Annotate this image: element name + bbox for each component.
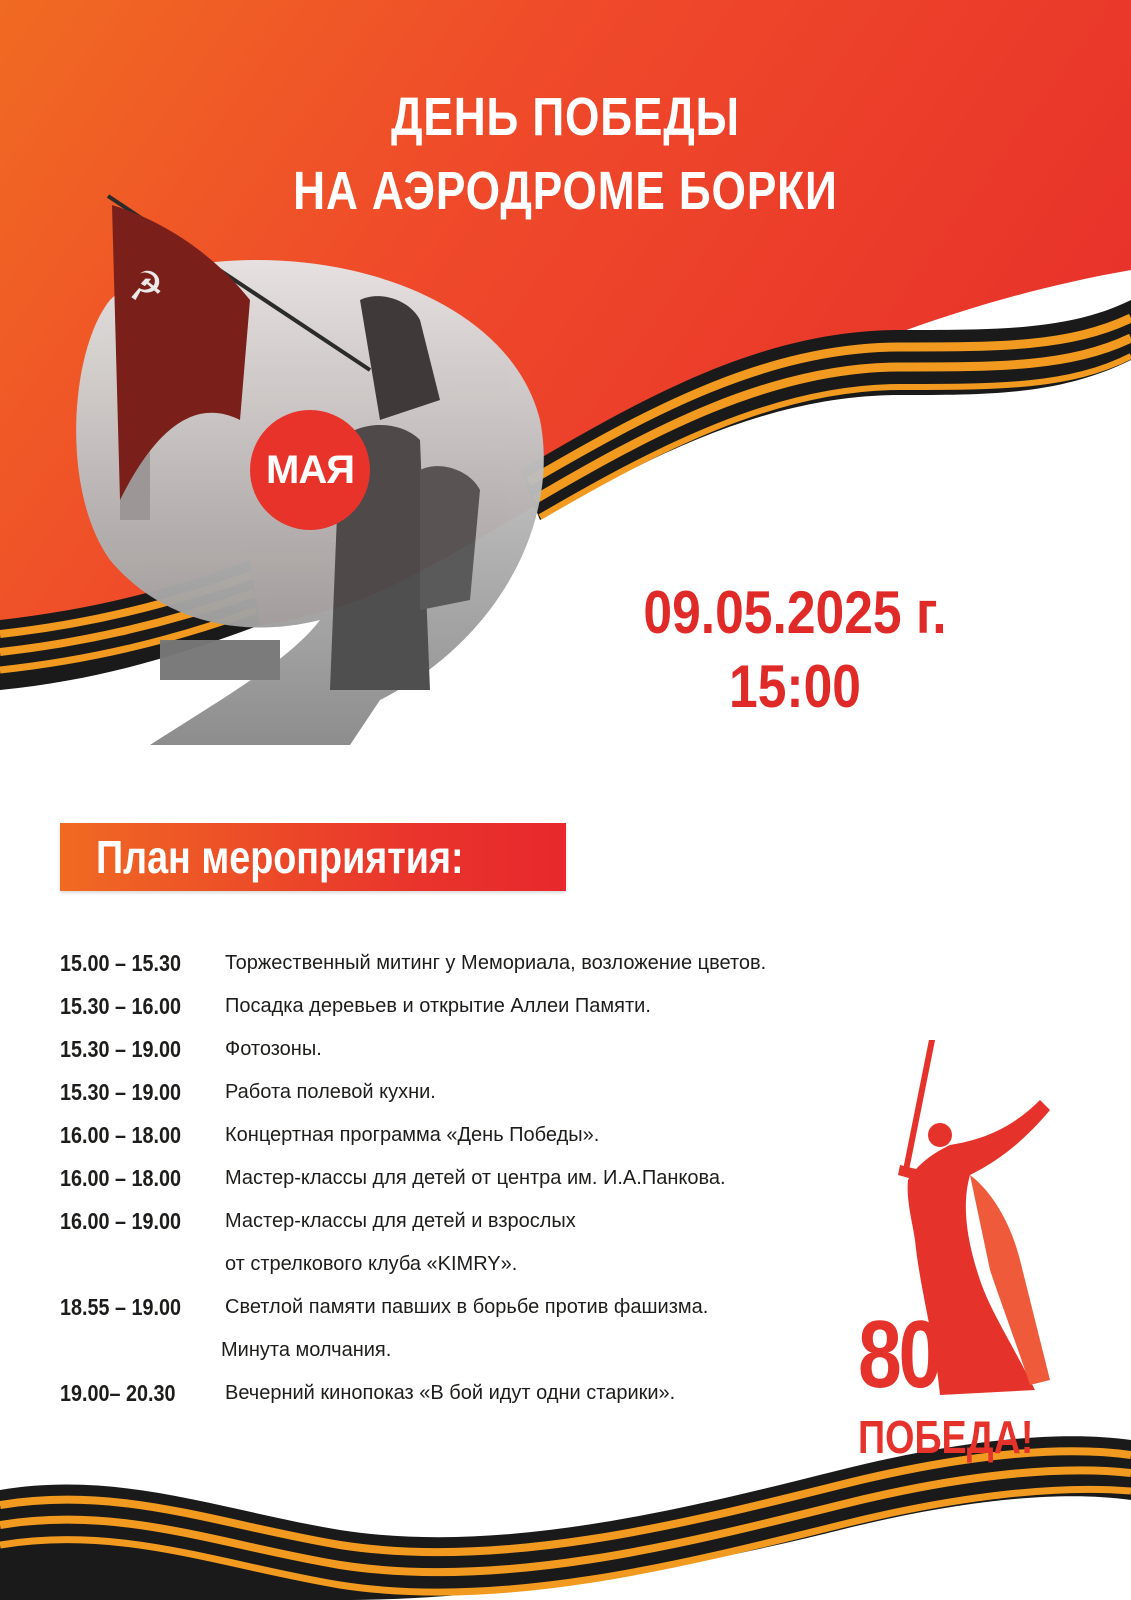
svg-text:☭: ☭ [128,264,164,310]
schedule-desc: Вечерний кинопоказ «В бой идут одни старики». [225,1382,676,1404]
schedule-time: 16.00 – 19.00 [60,1208,181,1234]
schedule-desc: от стрелкового клуба «KIMRY». [225,1253,518,1275]
schedule-desc: Мастер-классы для детей и взрослых [225,1210,576,1232]
emblem-number: 80 [858,1301,940,1408]
schedule-row [60,950,880,993]
schedule-row [60,1122,880,1165]
schedule-time: 18.55 – 19.00 [60,1294,181,1320]
schedule-list [60,950,880,1423]
schedule-time: 19.00– 20.30 [60,1380,176,1406]
schedule-desc: Светлой памяти павших в борьбе против фашизма. [225,1296,709,1318]
event-date: 09.05.2025 г. [643,579,947,646]
schedule-row [60,1380,880,1423]
schedule-row [60,1208,880,1251]
plan-heading: План мероприятия: [96,831,464,883]
schedule-row [60,993,880,1036]
event-time: 15:00 [729,653,861,720]
emblem-word: ПОБЕДА! [858,1411,1034,1463]
schedule-time: 16.00 – 18.00 [60,1165,181,1191]
schedule-time: 15.30 – 19.00 [60,1079,181,1105]
schedule-desc: Посадка деревьев и открытие Аллеи Памяти. [225,995,651,1017]
schedule-desc: Торжественный митинг у Мемориала, возложение цветов. [225,952,767,974]
schedule-row [60,1036,880,1079]
schedule-time: 15.30 – 16.00 [60,993,181,1019]
schedule-row [60,1165,880,1208]
page-title-line-1: ДЕНЬ ПОБЕДЫ [391,87,740,147]
schedule-desc: Мастер-классы для детей от центра им. И.А.Панкова. [225,1167,726,1189]
page-title-line-2: НА АЭРОДРОМЕ БОРКИ [293,161,838,221]
schedule-desc: Работа полевой кухни. [225,1081,436,1103]
schedule-desc: Минута молчания. [221,1339,392,1361]
schedule-time: 15.00 – 15.30 [60,950,181,976]
schedule-row-continuation [60,1337,880,1380]
schedule-time: 15.30 – 19.00 [60,1036,181,1062]
schedule-time: 16.00 – 18.00 [60,1122,181,1148]
schedule-row [60,1079,880,1122]
may-badge: МАЯ [250,410,370,530]
schedule-row-continuation [60,1251,880,1294]
schedule-desc: Концертная программа «День Победы». [225,1124,600,1146]
schedule-row [60,1294,880,1337]
schedule-desc: Фотозоны. [225,1038,322,1060]
